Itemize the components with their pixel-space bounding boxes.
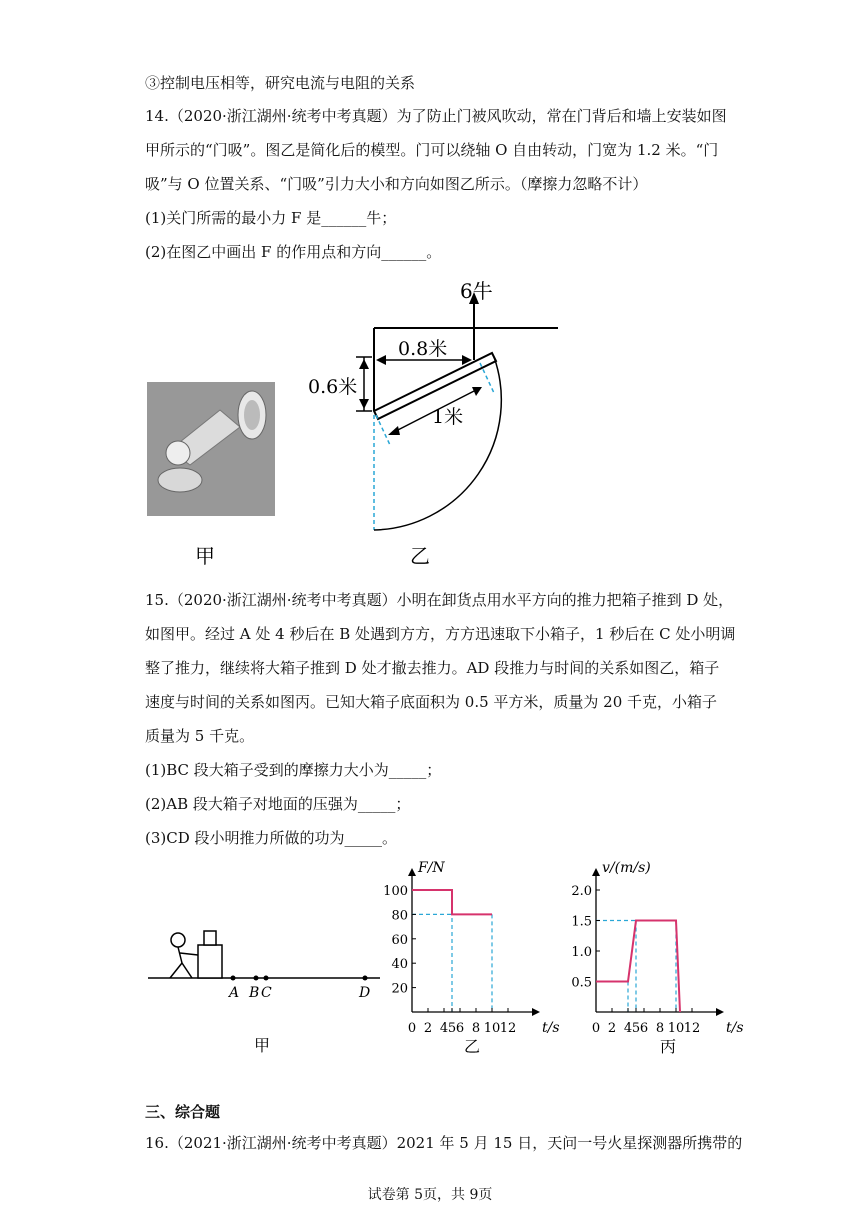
label-yi: 乙 [463,1037,481,1056]
point-d: D [359,985,371,1001]
x-tick-label: 6 [455,1021,465,1036]
question-15-stem: 15.（2020·浙江湖州·统考中考真题）小明在卸货点用水平方向的推力把箱子推到 D 处， [145,591,734,609]
text-line: 甲所示的“门吸”。图乙是简化后的模型。门可以绕轴 O 自由转动，门宽为 1.2 米。“门 [145,141,719,159]
y-tick-label: 20 [391,981,408,997]
x-axis-arrow [532,1008,540,1016]
x-tick-label: 4 [623,1021,633,1036]
y-axis-label: v/(m/s) [602,860,651,876]
person-pushing [170,933,198,978]
force-label: 6牛 [460,279,493,303]
y-axis-label: F/N [418,860,445,876]
y-tick-label: 60 [391,932,408,948]
question-15-part-1: (1)BC 段大箱子受到的摩擦力大小为_____； [145,761,442,779]
door-diagram [308,279,558,530]
label-jia: 甲 [195,544,215,568]
x-tick-label: 8 [655,1021,665,1036]
x-tick-label: 5 [447,1021,457,1036]
y-tick-label: 40 [391,957,408,973]
big-box [198,945,222,978]
y-tick-label: 0.5 [571,975,592,991]
text-line: 质量为 5 千克。 [145,727,255,745]
point-a: A [229,985,240,1001]
question-15-part-3: (3)CD 段小明推力所做的功为_____。 [145,829,398,847]
x-tick-label: 12 [683,1021,701,1036]
x-tick-label: 6 [639,1021,649,1036]
x-axis-label: t/s [542,1020,560,1036]
point-b: B [249,985,260,1001]
dim-0.6: 0.6米 [308,376,358,398]
y-tick-label: 2.0 [571,884,592,899]
section-heading: 三、综合题 [145,1103,221,1121]
x-tick-label: 0 [591,1021,601,1036]
dim-1: 1米 [432,406,464,428]
point-c: C [261,985,272,1001]
x-tick-label: 2 [423,1021,433,1036]
x-tick-label: 10 [483,1021,501,1036]
x-tick-label: 8 [471,1021,481,1036]
text-line: 如图甲。经过 A 处 4 秒后在 B 处遇到方方，方方迅速取下小箱子，1 秒后在 C 处小明调 [145,625,736,643]
question-15-part-2: (2)AB 段大箱子对地面的压强为_____； [145,795,411,813]
velocity-series-line [596,921,680,1013]
text-line: 吸”与 O 位置关系、“门吸”引力大小和方向如图乙所示。（摩擦力忽略不计） [145,175,648,193]
text-line: 整了推力，继续将大箱子推到 D 处才撤去推力。AD 段推力与时间的关系如图乙，箱子 [145,659,720,677]
chart-force-time [380,850,580,1065]
chart-velocity-time [560,850,760,1065]
x-tick-label: 0 [407,1021,417,1036]
y-axis-arrow [592,868,600,876]
x-axis-label: t/s [726,1020,744,1036]
question-16-stem: 16.（2021·浙江湖州·统考中考真题）2021 年 5 月 15 日，天问一号火星探测器所携带的 [145,1134,743,1152]
y-tick-label: 80 [391,908,408,924]
x-tick-label: 4 [439,1021,449,1036]
question-14-stem: 14.（2020·浙江湖州·统考中考真题）为了防止门被风吹动，常在门背后和墙上安装如图 [145,107,727,125]
figure-14 [140,275,580,575]
x-tick-label: 12 [499,1021,517,1036]
x-tick-label: 10 [667,1021,685,1036]
text-line: 速度与时间的关系如图丙。已知大箱子底面积为 0.5 平方米，质量为 20 千克，小箱子 [145,693,718,711]
question-14-part-1: (1)关门所需的最小力 F 是______牛； [145,209,397,227]
y-tick-label: 1.5 [571,914,592,930]
y-axis-arrow [408,868,416,876]
force-series-line [412,890,492,914]
x-tick-label: 2 [607,1021,617,1036]
question-14-part-2: (2)在图乙中画出 F 的作用点和方向______。 [145,243,442,261]
figure-15-jia [140,915,390,1065]
door-stop-photo [147,382,275,516]
x-tick-label: 5 [631,1021,641,1036]
label-yi: 乙 [410,544,430,568]
y-tick-label: 100 [383,884,408,899]
y-tick-label: 1.0 [571,945,592,960]
page-footer: 试卷第 5页，共 9页 [367,1187,493,1203]
x-axis-arrow [716,1008,724,1016]
label-jia: 甲 [253,1036,271,1055]
dim-0.8: 0.8米 [398,338,448,360]
text-line: ③控制电压相等，研究电流与电阻的关系 [145,74,416,92]
small-box [204,931,216,945]
label-bing: 丙 [659,1037,677,1056]
